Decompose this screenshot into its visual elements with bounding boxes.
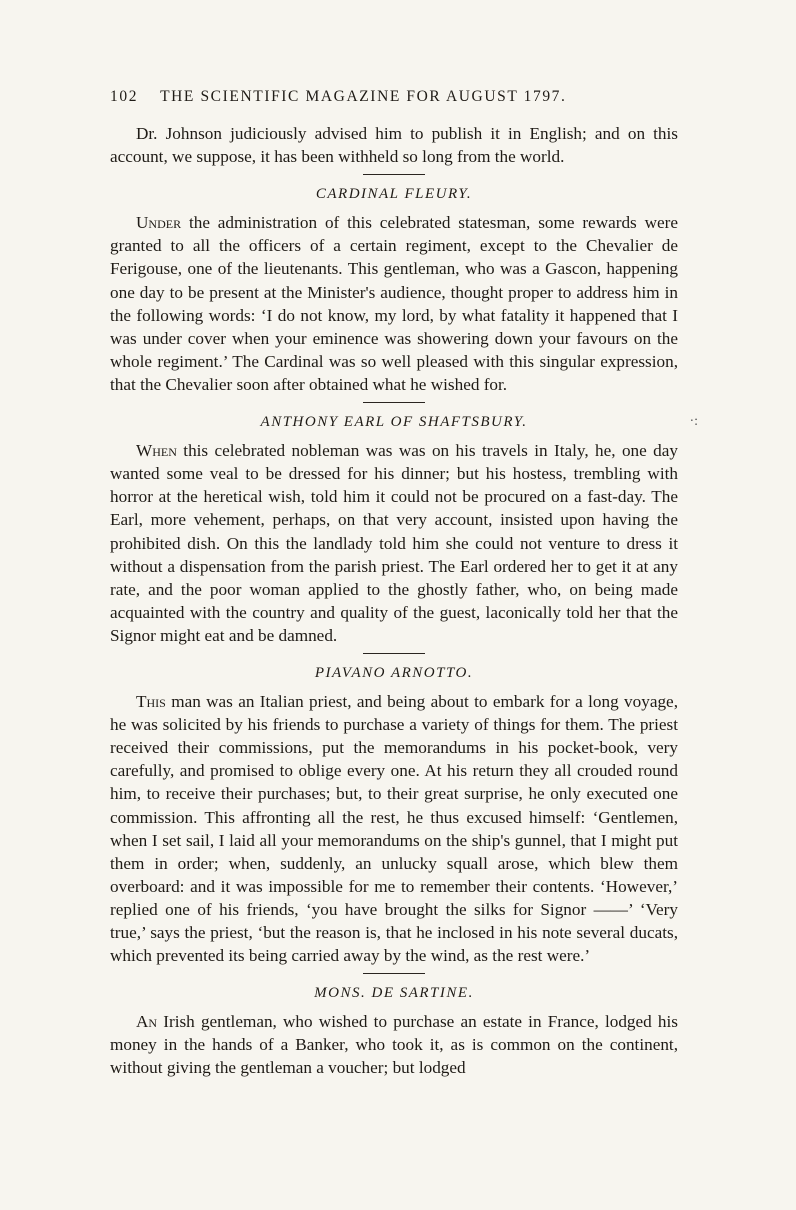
running-head [110,88,690,106]
first-word: Under [136,213,182,233]
first-word: When [136,441,177,461]
first-word: An [136,1012,158,1032]
section-heading: ANTHONY EARL OF SHAFTSBURY. [260,414,528,431]
section-divider [363,973,425,974]
section-divider [363,174,425,175]
text-column [110,122,678,1080]
section-paragraph [110,211,678,396]
running-title: THE SCIENTIFIC MAGAZINE FOR AUGUST 1797. [160,88,567,105]
section-heading: CARDINAL FLEURY. [315,186,473,203]
page-number: 102 [110,88,139,105]
paragraph-text: the administration of this celebrated statesman, some rewards were granted to all the officers of a certain regiment, except to the Chevalier de Ferigouse, one of the lieutenants. This gentleman, who was a Gascon, happening one day to be present at the Minister's audience, thought proper to address him in the following words: ‘I do not know, my lord, by what fatality it happened that I was under cover when your eminence was showering down your favours on the whole regiment.’ The Cardinal was so well pleased with this singular expression, that the Chevalier soon after obtained what he wished for. [110,213,678,394]
section-paragraph [110,1010,678,1079]
section-heading: PIAVANO ARNOTTO. [314,664,474,681]
section-divider [363,402,425,403]
section-heading: MONS. DE SARTINE. [314,985,474,1002]
paragraph-text: man was an Italian priest, and being about to embark for a long voyage, he was solicited by his friends to purchase a variety of things for them. The priest received their commissions, put the memorandums in his pocket-book, very carefully, and promised to oblige every one. At his return they all crouded round him, to receive their purchases; but, to their great surprise, he only executed one commission. This affronting all the rest, he thus excused himself: ‘Gentlemen, when I set sail, I laid all your memorandums on the ship's gunnel, that I might put them in order; when, suddenly, an unlucky squall arose, which blew them overboard: and it was impossible for me to remember their contents. ‘However,’ replied one of his friends, ‘you have brought the silks for Signor ——’ ‘Very true,’ says the priest, ‘but the reason is, that he inclosed in his note several ducats, which prevented its being carried away by the wind, as the rest were.’ [110,692,678,966]
margin-mark: ·: [689,414,698,429]
section-divider [363,653,425,654]
paragraph-text: this celebrated nobleman was was on his travels in Italy, he, one day wanted some veal to be dressed for his dinner; but his hostess, trembling with horror at the heretical wish, told him it could not be procured on a fast-day. The Earl, more vehement, perhaps, on that very account, insisted upon having the prohibited dish. On this the landlady told him she could not venture to dress it without a dispensation from the parish priest. The Earl ordered her to get it at any rate, and the poor woman applied to the ghostly father, who, on being made acquainted with the country and quality of the guest, laconically told her that the Signor might eat and be damned. [110,441,678,645]
paragraph-text: Irish gentleman, who wished to purchase an estate in France, lodged his money in the hands of a Banker, who took it, as is common on the continent, without giving the gentleman a voucher; but lodged [110,1012,678,1078]
section-paragraph [110,439,678,647]
section-paragraph [110,690,678,967]
intro-paragraph: Dr. Johnson judiciously advised him to publish it in English; and on this account, we suppose, it has been withheld so long from the world. [110,124,678,167]
first-word: This [136,692,166,712]
